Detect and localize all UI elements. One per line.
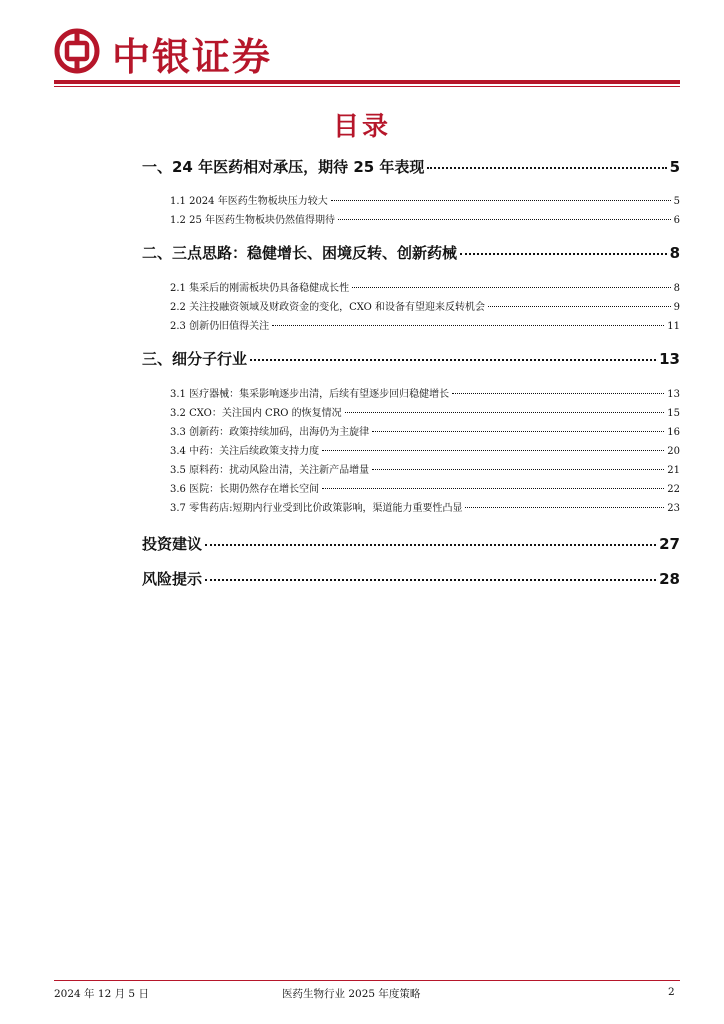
leader-dots (452, 393, 664, 394)
brand-name: 中银证券 (112, 35, 273, 79)
toc-entry[interactable] (170, 499, 680, 514)
toc-entry[interactable] (170, 385, 680, 400)
toc-entry-page: 23 (667, 503, 680, 514)
toc-entry-label: 1.2 25 年医药生物板块仍然值得期待 (170, 215, 335, 226)
toc-entry[interactable] (170, 317, 680, 332)
toc-entry-page: 16 (667, 427, 680, 438)
leader-dots (465, 507, 664, 508)
leader-dots (331, 200, 671, 201)
leader-dots (205, 544, 656, 546)
toc-entry-page: 9 (673, 302, 680, 313)
toc-entry[interactable] (170, 298, 680, 313)
toc-entry-label: 2.1 集采后的刚需板块仍具备稳健成长性 (170, 283, 350, 294)
toc-entry-page: 15 (667, 408, 680, 419)
toc-entry-label: 3.4 中药：关注后续政策支持力度 (170, 446, 320, 457)
leader-dots (372, 431, 664, 432)
toc-entry-label: 3.6 医院：长期仍然存在增长空间 (170, 484, 320, 495)
leader-dots (205, 579, 656, 581)
toc-entry[interactable] (170, 192, 680, 207)
toc-entry-label: 投资建议 (142, 535, 203, 553)
header-rule-thin (54, 86, 680, 87)
leader-dots (272, 325, 664, 326)
toc-entry-label: 一、24 年医药相对承压，期待 25 年表现 (142, 158, 425, 176)
toc-entry-label: 3.2 CXO：关注国内 CRO 的恢复情况 (170, 408, 342, 419)
toc-entry[interactable] (142, 348, 680, 369)
toc-entry[interactable] (142, 533, 680, 554)
leader-dots (372, 469, 664, 470)
toc-entry-page: 11 (667, 321, 680, 332)
leader-dots (460, 253, 667, 255)
toc-entry[interactable] (170, 404, 680, 419)
toc-entry-label: 1.1 2024 年医药生物板块压力较大 (170, 196, 328, 207)
toc-entry-label: 风险提示 (142, 570, 203, 588)
leader-dots (345, 412, 665, 413)
leader-dots (322, 450, 664, 451)
toc-entry-label: 2.2 关注投融资领域及财政资金的变化，CXO 和设备有望迎来反转机会 (170, 302, 486, 313)
footer-rule (54, 980, 680, 981)
toc-entry-page: 21 (667, 465, 680, 476)
leader-dots (352, 287, 671, 288)
toc-entry-label: 3.5 原料药：扰动风险出清，关注新产品增量 (170, 465, 370, 476)
toc-entry[interactable] (170, 279, 680, 294)
toc-entry-page: 28 (659, 570, 680, 588)
toc-entry[interactable] (170, 461, 680, 476)
toc-entry-page: 5 (673, 196, 680, 207)
toc-entry-page: 5 (669, 158, 680, 176)
toc-entry-page: 8 (673, 283, 680, 294)
toc-entry[interactable] (142, 242, 680, 263)
bank-of-china-logo-icon (54, 28, 100, 74)
toc-entry[interactable] (142, 568, 680, 589)
leader-dots (250, 359, 656, 361)
toc-entry-label: 3.7 零售药店:短期内行业受到比价政策影响，渠道能力重要性凸显 (170, 503, 463, 514)
toc-entry-page: 13 (659, 350, 680, 368)
toc-entry[interactable] (170, 423, 680, 438)
toc-entry-label: 三、细分子行业 (142, 350, 248, 368)
toc-entry[interactable] (170, 480, 680, 495)
leader-dots (427, 167, 666, 169)
toc-entry-page: 22 (667, 484, 680, 495)
toc-entry-page: 27 (659, 535, 680, 553)
footer-page-number: 2 (668, 986, 675, 998)
leader-dots (338, 219, 671, 220)
toc-entry-label: 3.1 医疗器械：集采影响逐步出清，后续有望逐步回归稳健增长 (170, 389, 450, 400)
leader-dots (488, 306, 671, 307)
toc-entry-label: 2.3 创新仍旧值得关注 (170, 321, 270, 332)
toc-entry-page: 20 (667, 446, 680, 457)
toc-entry[interactable] (170, 211, 680, 226)
toc-entry-label: 二、三点思路：稳健增长、困境反转、创新药械 (142, 244, 458, 262)
toc-entry-label: 3.3 创新药：政策持续加码，出海仍为主旋律 (170, 427, 370, 438)
footer-report-title: 医药生物行业 2025 年度策略 (282, 988, 421, 1000)
toc-entry[interactable] (142, 156, 680, 177)
header-rule (54, 80, 680, 84)
toc-entry[interactable] (170, 442, 680, 457)
toc-entry-page: 13 (667, 389, 680, 400)
toc-entry-page: 8 (669, 244, 680, 262)
footer-date: 2024 年 12 月 5 日 (54, 988, 149, 1000)
toc-title: 目录 (332, 112, 391, 142)
leader-dots (322, 488, 664, 489)
toc-entry-page: 6 (673, 215, 680, 226)
